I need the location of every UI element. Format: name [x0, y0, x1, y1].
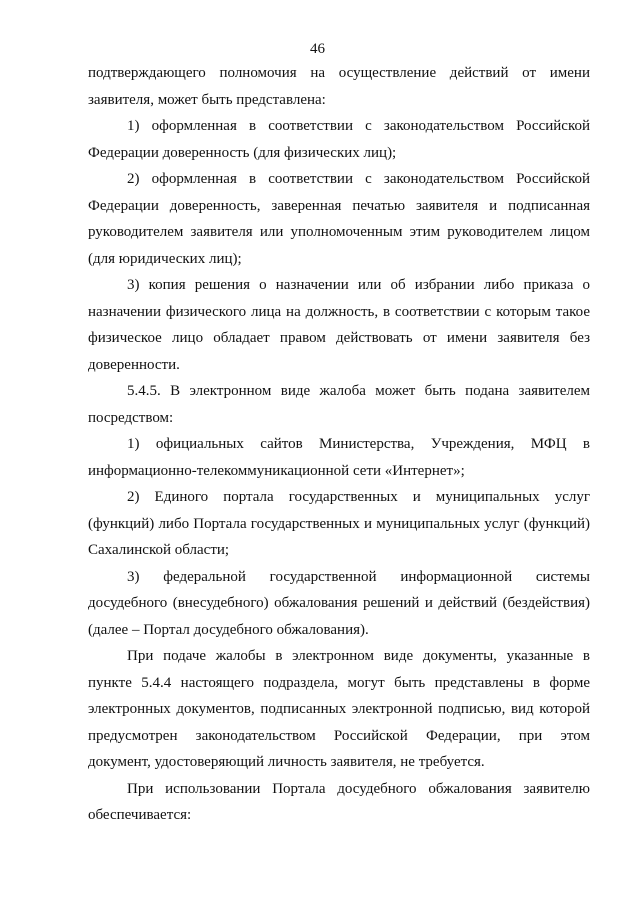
text-line: 1) официальных сайтов Министерства, Учреждения, МФЦ в [127, 436, 590, 452]
text-line: электронных документов, подписанных электронной подписью, вид которой [88, 701, 590, 717]
text-line: (далее – Портал досудебного обжалования). [88, 621, 369, 638]
text-line: досудебного (внесудебного) обжалования решений и действий (бездействия) [88, 595, 590, 611]
text-line: заявителя, может быть представлена: [88, 91, 326, 108]
text-line: пункте 5.4.4 настоящего подраздела, могут быть представлены в форме [88, 674, 590, 691]
text-line: 3) копия решения о назначении или об избрании либо приказа о [127, 277, 590, 293]
text-line: 3) федеральной государственной информационной системы [127, 568, 590, 585]
text-line: Сахалинской области; [88, 542, 230, 558]
text-line: 5.4.5. В электронном виде жалоба может быть подана заявителем [127, 383, 590, 399]
text-line: 2) оформленная в соответствии с законодательством Российской [127, 171, 590, 187]
text-line: физическое лицо обладает правом действовать от имени заявителя без [88, 330, 590, 346]
page-number: 46 [310, 41, 325, 57]
text-line: При подаче жалобы в электронном виде документы, указанные в [127, 648, 590, 664]
text-line: подтверждающего полномочия на осуществление действий от имени [88, 65, 590, 81]
document-body [88, 60, 590, 829]
text-line: посредством: [88, 409, 174, 426]
text-line: предусмотрен законодательством Российской Федерации, при этом [88, 727, 590, 744]
text-line: Федерации доверенность (для физических лиц); [88, 144, 397, 161]
text-line: Федерации доверенность, заверенная печатью заявителя и подписанная [88, 197, 590, 214]
text-line: руководителем заявителя или уполномоченным этим руководителем лицом [88, 224, 590, 240]
text-line: 2) Единого портала государственных и муниципальных услуг [127, 489, 590, 505]
text-line: доверенности. [88, 356, 180, 373]
text-line: информационно-телекоммуникационной сети «Интернет»; [88, 462, 465, 479]
text-line: документ, удостоверяющий личность заявителя, не требуется. [88, 754, 485, 770]
text-line: (функций) либо Портала государственных и муниципальных услуг (функций) [88, 515, 590, 532]
text-line: (для юридических лиц); [88, 250, 242, 267]
text-line: 1) оформленная в соответствии с законодательством Российской [127, 118, 590, 134]
text-line: назначении физического лица на должность, в соответствии с которым такое [88, 303, 590, 320]
text-line: При использовании Портала досудебного обжалования заявителю [127, 780, 590, 797]
text-line: обеспечивается: [88, 807, 192, 823]
